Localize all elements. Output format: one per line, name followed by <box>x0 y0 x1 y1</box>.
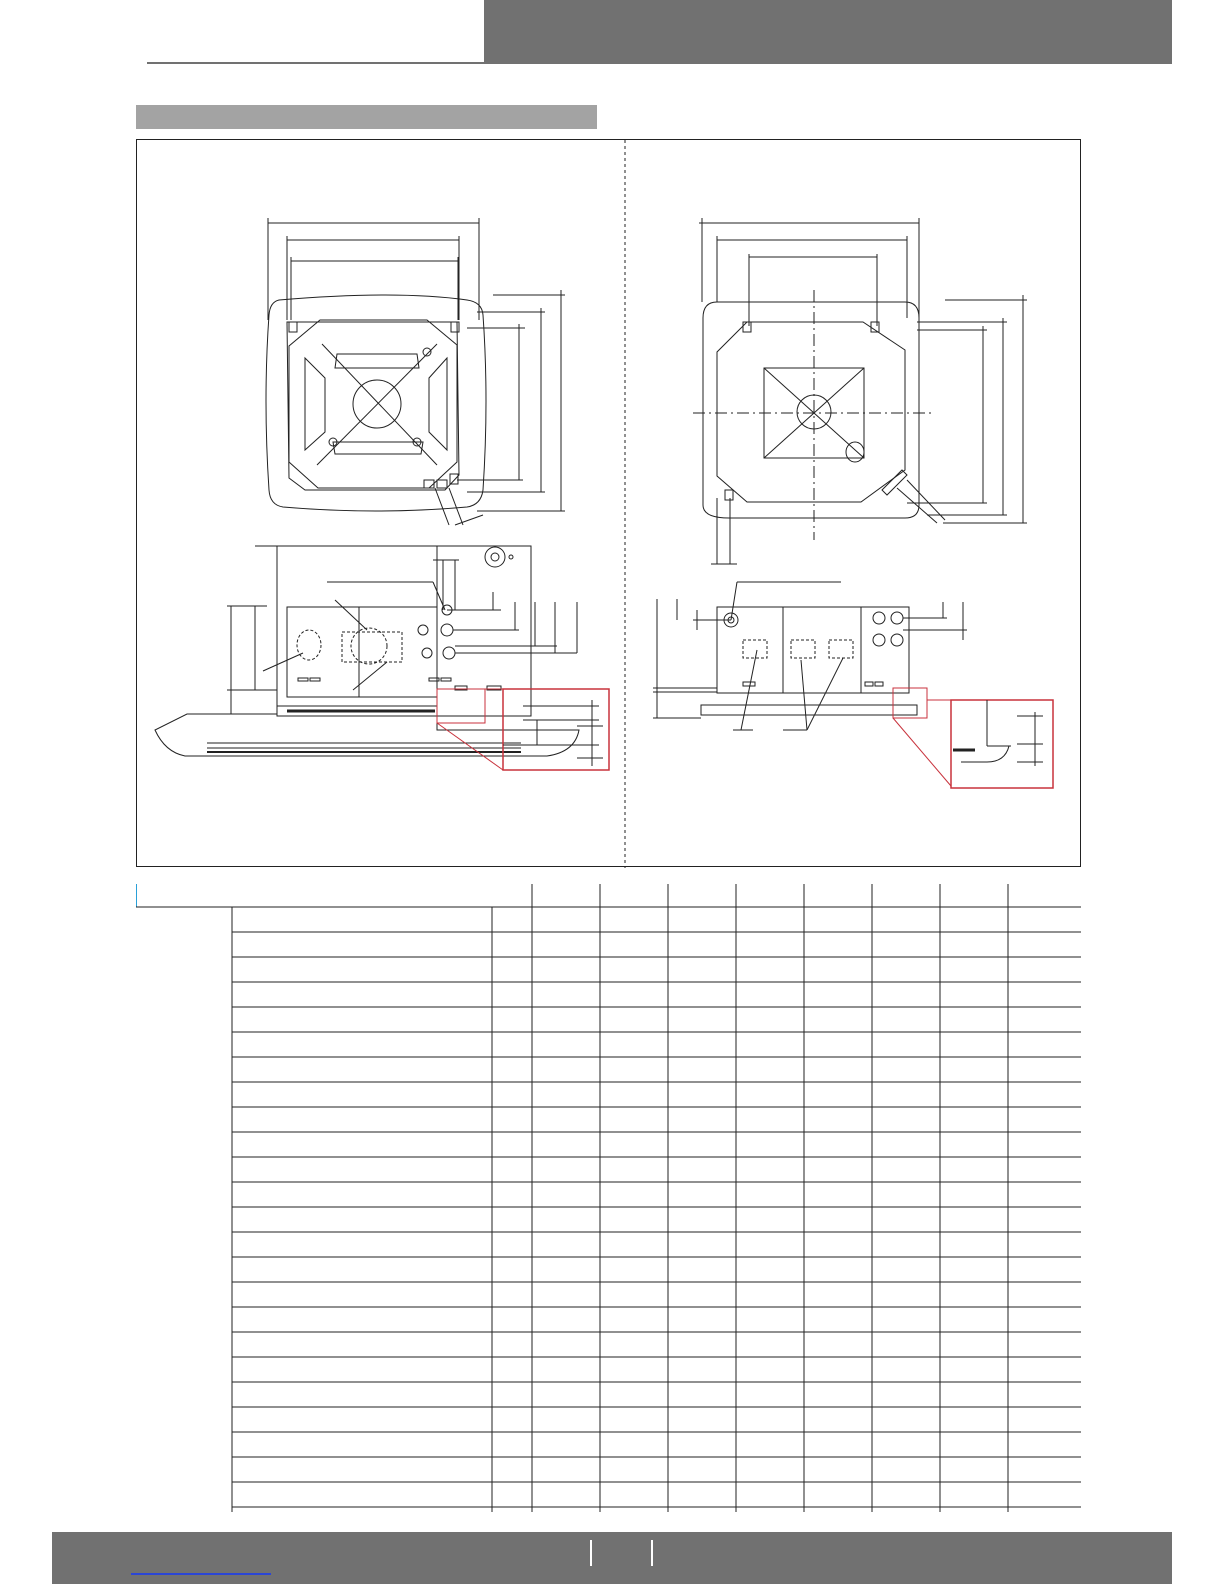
right-front-elevation <box>653 582 1053 788</box>
left-top-view <box>266 218 565 525</box>
specification-table <box>136 884 1081 1516</box>
right-top-view <box>693 218 1027 564</box>
footer-separator <box>590 1540 592 1566</box>
header-rule <box>147 62 484 64</box>
header-band <box>484 0 1172 64</box>
section-title-bar <box>136 105 597 129</box>
dimension-drawings <box>137 140 1082 868</box>
specification-table-grid <box>136 884 1081 1516</box>
footer-separator <box>651 1540 653 1566</box>
footer-link[interactable] <box>131 1573 271 1575</box>
left-front-elevation <box>155 546 609 770</box>
footer-band <box>52 1532 1172 1584</box>
dimension-drawings-frame <box>136 139 1081 867</box>
